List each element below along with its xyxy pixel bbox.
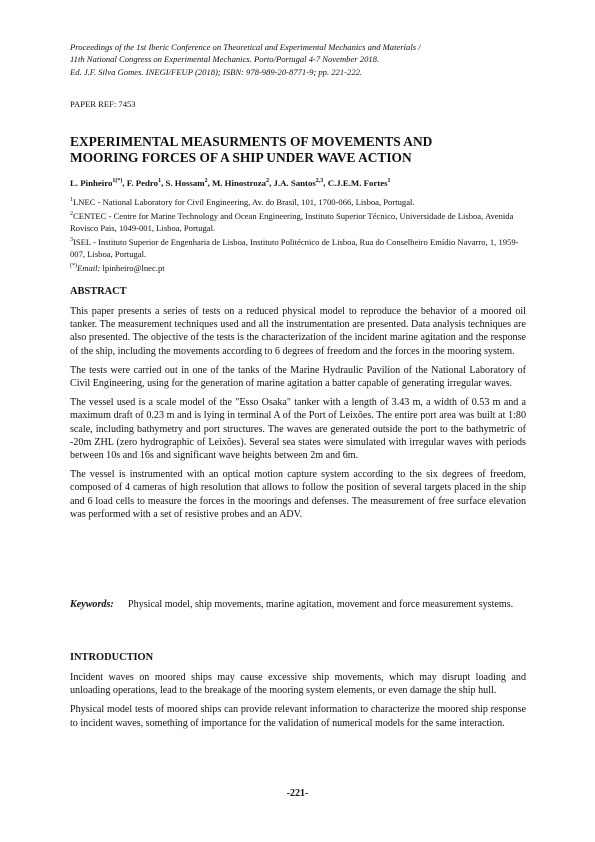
introduction-paragraph: Incident waves on moored ships may cause excessive ship movements, which may disrupt loading and unloading operations, lead to the breakage of the mooring system elements, or even damage the ship hull. bbox=[70, 672, 526, 697]
abstract-paragraph: The tests were carried out in one of the tanks of the Marine Hydraulic Pavilion of the National Laboratory of Civil Engineering, using for the generation of marine agitation a batter capable of generating irregular waves. bbox=[70, 364, 526, 390]
header-line-1: Proceedings of the 1st Iberic Conference on Theoretical and Experimental Mechanics and Materials / bbox=[70, 42, 421, 52]
author-sup: 2,3 bbox=[315, 178, 324, 185]
header-line-3: Ed. J.F. Silva Gomes. INEGI/FEUP (2018); ISBN: 978-989-20-8771-9; pp. 221-222. bbox=[70, 66, 363, 77]
affiliation-3 bbox=[70, 234, 526, 260]
title-line-1: EXPERIMENTAL MEASURMENTS OF MOVEMENTS AND bbox=[70, 134, 433, 149]
email-sup: (*) bbox=[70, 262, 77, 269]
affiliation-1 bbox=[70, 194, 526, 208]
introduction-body bbox=[70, 671, 526, 736]
affiliation-2 bbox=[70, 208, 526, 234]
abstract-paragraph: The vessel used is a scale model of the "Esso Osaka" tanker with a length of 3.43 m, a width of 0.53 m and a maximum draft of 0.23 m and is lying in terminal A of the Port of Leixões. The entire port area was built at 1:80 scale, including bathymetry and port structures. The waves are generated outside the port to the bathymetric of -20m ZHL (zero hydrographic of Leixões). Several sea states were simulated with irregular waves with periods between 10s and 16s and significant wave heights between 2m and 6m. bbox=[70, 397, 526, 462]
author-list: L. Pinheiro$^{1(*)}$, F. Pedro$^1$, S. Hossam$^2$, M. Hinostroza$^2$, J.A. Santos$^{2,3}$, C.J.E.M. Fortes$^1$ bbox=[70, 178, 391, 188]
author-sup: 2 bbox=[204, 178, 208, 185]
author-sup: 2 bbox=[266, 178, 270, 185]
proceedings-header bbox=[70, 41, 530, 78]
abstract-paragraph: The vessel is instrumented with an optical motion capture system according to the six degrees of freedom, composed of 4 cameras of high resolution that allows to follow the position of several targets placed in the ship and 6 load cells to measure the forces in the moorings and defenses. The measurement of free surface elevation was performed with a set of resistive probes and an ADV. bbox=[70, 469, 526, 520]
affiliation-sup: 2 bbox=[70, 210, 73, 217]
author-name: F. Pedro bbox=[126, 178, 159, 188]
affiliation-sup: 1 bbox=[70, 197, 73, 203]
author-name: C.J.E.M. Fortes bbox=[327, 178, 388, 188]
paper-title bbox=[70, 134, 432, 166]
author-sup: 1 bbox=[158, 178, 162, 185]
affiliation-text: ISEL - Instituto Superior de Engenharia de Lisboa, Instituto Politécnico de Lisboa, Rua do Conselheiro Emídio Navarro, 1, 1959-007, Lisboa, Portugal. bbox=[70, 236, 519, 259]
affiliation-text: LNEC - National Laboratory for Civil Engineering, Av. do Brasil, 101, 1700-066, Lisboa, Portugal. bbox=[73, 196, 415, 207]
author-name: J.A. Santos bbox=[273, 178, 316, 188]
author-name: S. Hossam bbox=[165, 178, 205, 188]
keywords-label: Keywords: bbox=[70, 599, 114, 610]
author-sup: 1(*) bbox=[112, 178, 123, 185]
title-line-2: MOORING FORCES OF A SHIP UNDER WAVE ACTION bbox=[70, 150, 412, 165]
keywords-text: Physical model, ship movements, marine agitation, movement and force measurement systems. bbox=[128, 599, 514, 610]
author-name: L. Pinheiro bbox=[70, 178, 113, 188]
abstract-heading: ABSTRACT bbox=[70, 286, 127, 297]
introduction-heading: INTRODUCTION bbox=[70, 652, 154, 663]
paper-ref: PAPER REF: 7453 bbox=[70, 99, 136, 109]
author-sup: 1 bbox=[387, 178, 391, 185]
email-address: lpinheiro@lnec.pt bbox=[100, 262, 165, 273]
header-line-2: 11th National Congress on Experimental Mechanics. Porto/Portugal 4-7 November 2018. bbox=[70, 54, 380, 65]
introduction-paragraph: Physical model tests of moored ships can provide relevant information to characterize the moored ship response to incident waves, something of importance for the validation of numerical models for the same interaction. bbox=[70, 704, 526, 729]
corresponding-email bbox=[70, 260, 526, 274]
abstract-paragraph: This paper presents a series of tests on a reduced physical model to reproduce the behavior of a moored oil tanker. The measurement techniques used and all the instrumentation are presented. Data analysis techniques are also presented. The objective of the tests is the characterization of the incident marine agitation and the response of the ship, including the movements according to 6 degrees of freedom and the forces in the mooring system. bbox=[70, 306, 526, 357]
email-label: Email: bbox=[77, 262, 101, 273]
abstract-body bbox=[70, 305, 526, 527]
author-name: M. Hinostroza bbox=[211, 178, 267, 188]
affiliation-sup: 3 bbox=[70, 236, 73, 243]
page-number: -221- bbox=[286, 788, 309, 799]
affiliation-text: CENTEC - Centre for Marine Technology and Ocean Engineering, Instituto Superior Técnico, Universidade de Lisboa, Avenida Rovisco Pais, 1049-001, Lisboa, Portugal. bbox=[70, 210, 514, 233]
affiliations bbox=[70, 194, 526, 273]
